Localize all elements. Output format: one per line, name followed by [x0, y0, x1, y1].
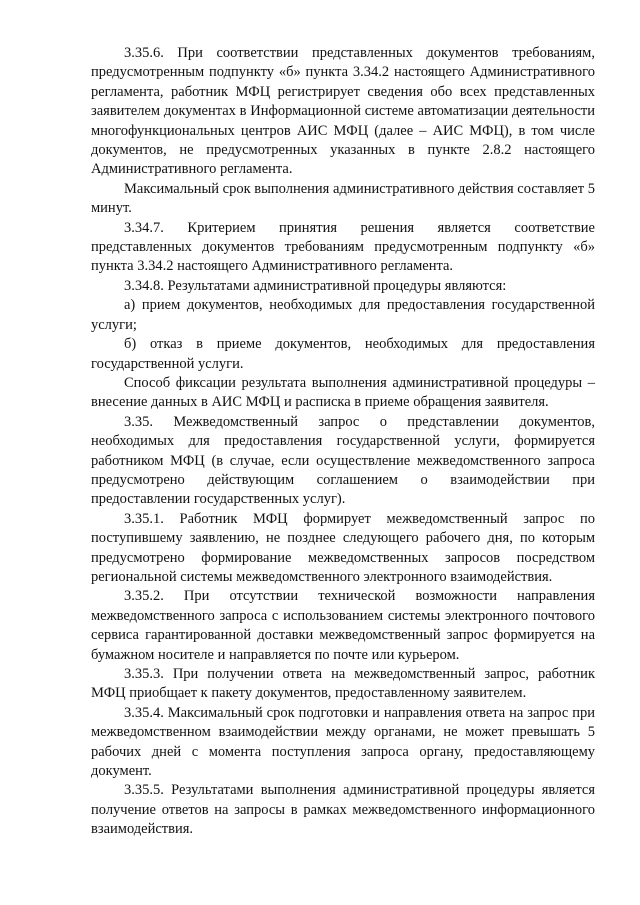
- paragraph-3-35-1: 3.35.1. Работник МФЦ формирует межведомственный запрос по поступившему заявлению, не позднее следующего рабочего дня, по которым предусмотрено формирование межведомственных запросов посредством региональной системы межведомственного электронного взаимодействия.: [91, 510, 595, 585]
- paragraph-fixation-method: Способ фиксации результата выполнения административной процедуры – внесение данных в АИС МФЦ и расписка в приеме обращения заявителя.: [91, 374, 595, 411]
- paragraph-3-35-6: 3.35.6. При соответствии представленных документов требованиям, предусмотренным подпункту «б» пункта 3.34.2 настоящего Административного регламента, работник МФЦ регистрирует сведения обо всех представленных заявителем документах в Информационной системе автоматизации деятельности многофункциональных центров АИС МФЦ (далее – АИС МФЦ), в том числе документов, не предусмотренных указанных в пункте 2.8.2 настоящего Административного регламента.: [91, 45, 595, 178]
- paragraph-3-35-5: 3.35.5. Результатами выполнения административной процедуры является получение ответов на запросы в рамках межведомственного информационного взаимодействия.: [91, 782, 595, 838]
- paragraph-3-34-7: 3.34.7. Критерием принятия решения является соответствие представленных документов требованиям предусмотренным подпункту «б» пункта 3.34.2 настоящего Административного регламента.: [91, 219, 595, 275]
- list-item-a: а) прием документов, необходимых для предоставления государственной услуги;: [91, 297, 595, 333]
- paragraph-3-34-8: 3.34.8. Результатами административной процедуры являются:: [124, 277, 507, 294]
- paragraph-3-35: 3.35. Межведомственный запрос о представлении документов, необходимых для предоставления государственной услуги, формируется работником МФЦ (в случае, если осуществление межведомственного запроса предусмотрено действующим соглашением о взаимодействии при предоставлении государственных услуг).: [91, 413, 595, 508]
- paragraph-3-35-2: 3.35.2. При отсутствии технической возможности направления межведомственного запроса с использованием системы электронного почтового сервиса гарантированной доставки межведомственный запрос формируется на бумажном носителе и направляется по почте или курьером.: [91, 588, 595, 663]
- list-item-b: б) отказ в приеме документов, необходимых для предоставления государственной услуги.: [91, 336, 595, 372]
- paragraph-3-35-3: 3.35.3. При получении ответа на межведомственный запрос, работник МФЦ приобщает к пакету документов, предоставленному заявителем.: [91, 666, 595, 702]
- paragraph-3-35-4: 3.35.4. Максимальный срок подготовки и направления ответа на запрос при межведомственном взаимодействии между органами, не может превышать 5 рабочих дней с момента поступления запроса органу, предоставляющему документ.: [91, 704, 595, 780]
- document-body: [91, 44, 595, 840]
- paragraph-max-time: Максимальный срок выполнения административного действия составляет 5 минут.: [91, 180, 595, 217]
